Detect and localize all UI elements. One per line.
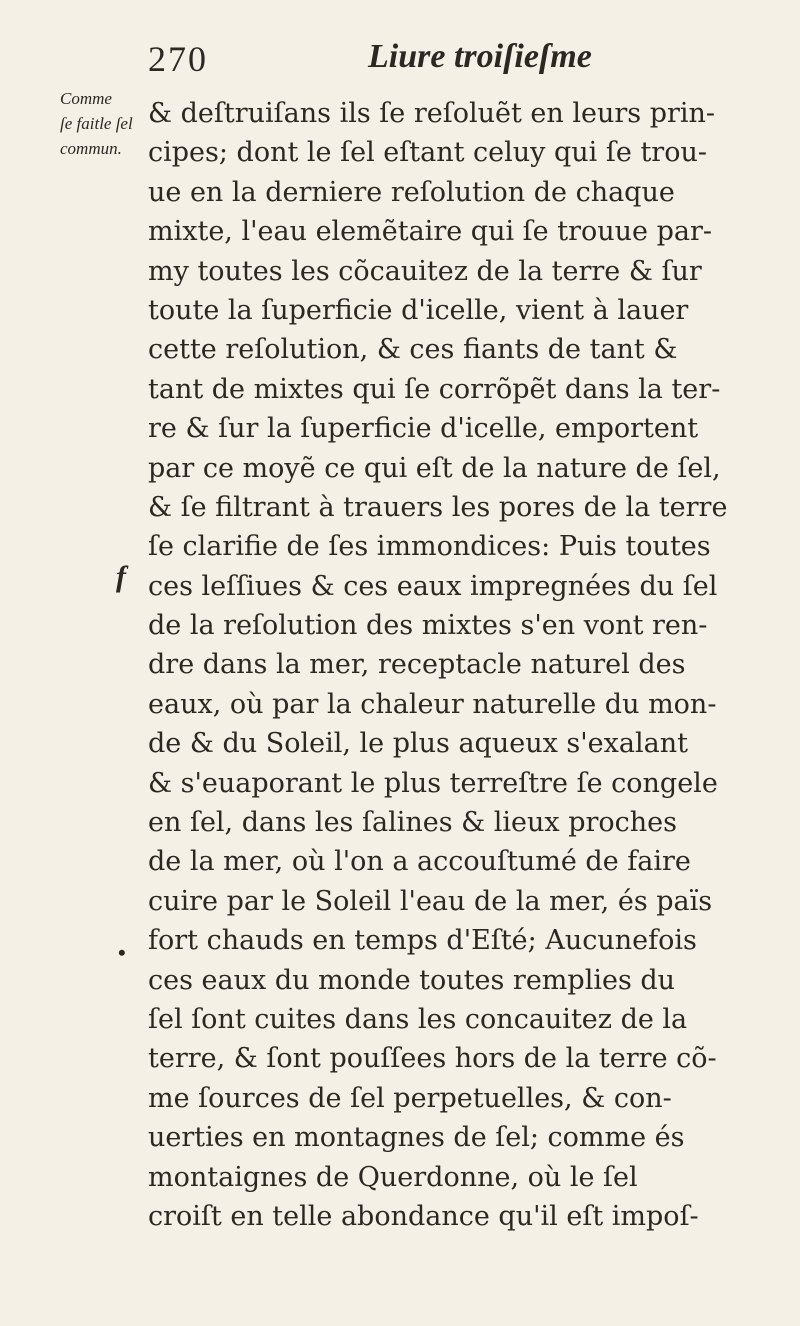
- text-line: de & du Soleil, le plus aqueux s'exalant: [148, 728, 688, 760]
- text-line: mixte, l'eau elemẽtaire qui ſe trouue par-: [148, 216, 712, 248]
- text-line: fort chauds en temps d'Eſté; Aucunefois: [148, 925, 697, 957]
- text-line: me ſources de ſel perpetuelles, & con-: [148, 1082, 672, 1114]
- text-line: my toutes les cõcauitez de la terre & ſur: [148, 255, 702, 287]
- running-title: Liure troiſieſme: [368, 38, 592, 75]
- margin-marker-dot: •: [118, 940, 126, 965]
- text-line: ſe clarifie de ſes immondices: Puis toutes: [148, 531, 711, 563]
- text-line: terre, & ſont pouſſees hors de la terre cõ-: [148, 1043, 717, 1075]
- page-header: [0, 38, 800, 88]
- text-line: cuire par le Soleil l'eau de la mer, és païs: [148, 885, 713, 917]
- text-line: & s'euaporant le plus terreſtre ſe congele: [148, 767, 718, 799]
- text-line: montaignes de Querdonne, où le ſel: [148, 1161, 638, 1193]
- text-line: de la mer, où l'on a accouſtumé de faire: [148, 846, 691, 878]
- text-line: par ce moyẽ ce qui eſt de la nature de ſel,: [148, 452, 721, 484]
- text-line: re & ſur la ſuperficie d'icelle, emportent: [148, 413, 699, 445]
- text-line: ue en la derniere reſolution de chaque: [148, 176, 675, 208]
- text-line: ſel ſont cuites dans les concauitez de la: [148, 1003, 688, 1035]
- text-line: cette reſolution, & ces fiants de tant &: [148, 334, 678, 366]
- text-line: eaux, où par la chaleur naturelle du mon-: [148, 688, 717, 720]
- margin-note-line: ſe faitle ſel: [60, 114, 133, 133]
- margin-note-line: Comme: [60, 89, 112, 108]
- text-line: & deſtruiſans ils ſe reſoluẽt en leurs prin-: [148, 98, 716, 129]
- margin-note-line: commun.: [60, 139, 122, 158]
- page-number: 270: [148, 39, 208, 79]
- text-line: cipes; dont le ſel eſtant celuy qui ſe trou-: [148, 137, 707, 169]
- text-line: en ſel, dans les ſalines & lieux proches: [148, 807, 678, 839]
- margin-marker-f: f: [116, 560, 126, 593]
- text-line: uerties en montagnes de ſel; comme és: [148, 1122, 685, 1154]
- text-line: croiſt en telle abondance qu'il eſt impoſ-: [148, 1200, 699, 1232]
- text-line: tant de mixtes qui ſe corrõpẽt dans la ter-: [148, 373, 721, 405]
- text-line: ces leſſiues & ces eaux impregnées du ſel: [148, 570, 718, 602]
- text-line: dre dans la mer, receptacle naturel des: [148, 649, 686, 681]
- text-line: toute la ſuperficie d'icelle, vient à lauer: [148, 294, 689, 326]
- text-line: & ſe filtrant à trauers les pores de la terre: [148, 491, 728, 523]
- text-line: ces eaux du monde toutes remplies du: [148, 964, 676, 996]
- margin-note: [60, 86, 140, 161]
- text-line: de la reſolution des mixtes s'en vont ren-: [148, 610, 708, 642]
- body-text: [148, 94, 788, 1236]
